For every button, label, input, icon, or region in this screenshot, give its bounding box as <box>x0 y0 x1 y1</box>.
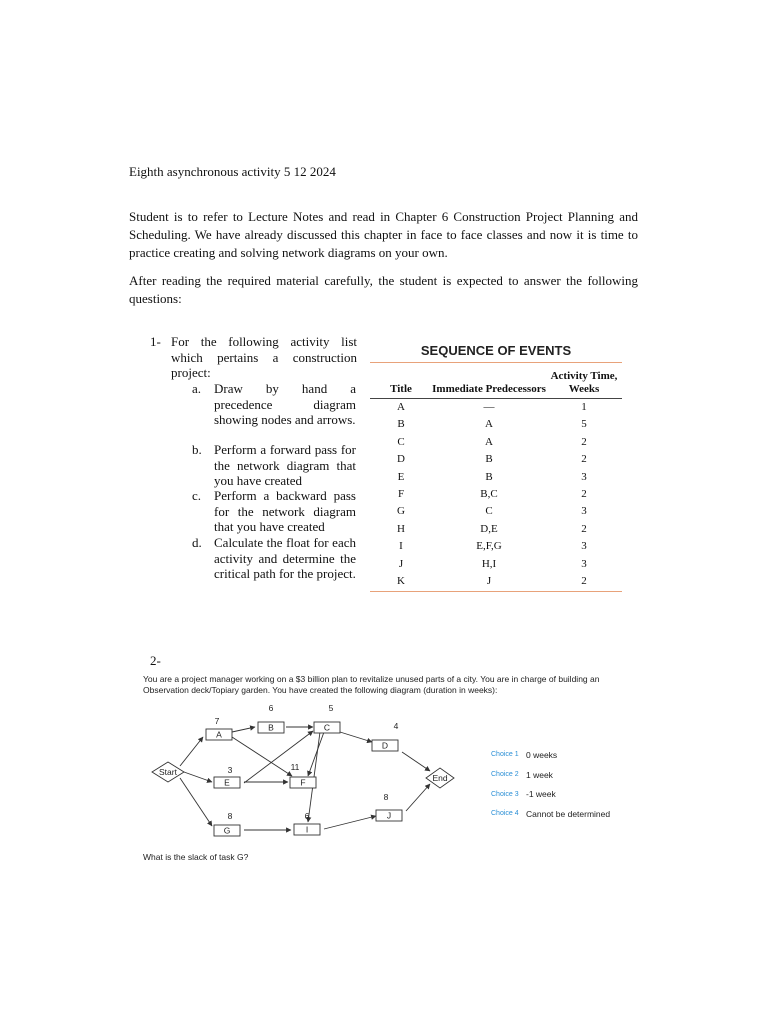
question-2-number: 2- <box>150 653 161 668</box>
task-duration: 6 <box>304 811 310 821</box>
header-title: Title <box>390 382 412 395</box>
choice-text: 1 week <box>526 769 553 780</box>
choice-1[interactable] <box>491 745 610 765</box>
item-text: Draw by hand a precedence diagram showing nodes and arrows. <box>214 381 356 427</box>
task-label: D <box>381 740 389 751</box>
arrow-start-g <box>180 778 212 826</box>
choice-4[interactable] <box>491 804 610 824</box>
cell-time: 2 <box>581 574 587 587</box>
question-1-number: 1- <box>150 334 161 349</box>
table-bottom-rule <box>370 591 622 592</box>
node-start <box>152 762 184 782</box>
task-label: E <box>224 777 230 788</box>
cell-time: 1 <box>581 401 587 413</box>
cell-predecessors: E,F,G <box>476 540 502 553</box>
cell-predecessors: A <box>485 435 493 448</box>
arrow-start-a <box>180 737 203 766</box>
item-text: Perform a forward pass for the network diagram that you have created <box>214 442 356 488</box>
choice-text: Cannot be determined <box>526 808 611 819</box>
item-letter: c. <box>192 488 202 503</box>
cell-title: K <box>397 574 405 587</box>
task-node-j <box>376 792 402 821</box>
choice-2[interactable] <box>491 765 610 785</box>
intro-paragraph: Student is to refer to Lecture Notes and read in Chapter 6 Construction Project Planning and Scheduling. We have already discussed this chapter in face to face classes and now it is time to practice creating and solving network diagrams on your own. <box>129 209 638 260</box>
table-row <box>370 556 622 573</box>
item-text: Perform a backward pass for the network diagram that you have created <box>214 488 356 534</box>
question-2-prompt: What is the slack of task G? <box>143 852 249 862</box>
choice-label: Choice 1 <box>491 751 519 759</box>
cell-predecessors: D,E <box>480 522 498 535</box>
arrow-a-f <box>232 737 292 776</box>
choice-label: Choice 4 <box>491 810 519 818</box>
cell-predecessors: B,C <box>480 487 498 500</box>
page-title: Eighth asynchronous activity 5 12 2024 <box>129 164 336 179</box>
task-nodes <box>206 703 402 836</box>
table-row <box>370 399 622 416</box>
table-row <box>370 486 622 503</box>
task-label: C <box>323 722 331 733</box>
start-label: Start <box>159 767 177 777</box>
table-row <box>370 434 622 451</box>
sequence-of-events-table <box>370 340 622 592</box>
cell-title: A <box>397 401 405 413</box>
task-duration: 3 <box>227 765 233 775</box>
end-label: End <box>432 773 448 783</box>
arrow-d-end <box>402 752 430 771</box>
task-duration: 4 <box>393 721 399 731</box>
task-node-d <box>372 721 399 751</box>
task-duration: 8 <box>227 811 233 821</box>
cell-predecessors: H,I <box>481 557 497 570</box>
arrow-j-end <box>406 784 430 811</box>
question-1-intro: For the following activity list which pertains a construction project: <box>171 334 357 380</box>
item-letter: b. <box>192 442 202 457</box>
task-label: I <box>305 824 309 835</box>
node-end <box>426 768 454 788</box>
choice-label: Choice 3 <box>491 790 519 798</box>
network-diagram <box>140 696 480 846</box>
task-duration: 5 <box>328 703 334 713</box>
task-node-g <box>214 811 240 836</box>
task-duration: 6 <box>268 703 274 713</box>
task-label: F <box>300 777 306 788</box>
table-row <box>370 469 622 486</box>
task-label: G <box>223 825 231 836</box>
cell-time: 5 <box>581 418 587 431</box>
header-activity-time: Activity Time, Weeks <box>550 370 618 395</box>
question-2-text: You are a project manager working on a $3 billion plan to revitalize unused parts of a city. You are in charge of building an Observation deck/Topiary garden. You have created the following diagram (duration in weeks): <box>143 674 600 695</box>
table-row <box>370 416 622 433</box>
task-node-b <box>258 703 284 733</box>
task-duration: 8 <box>383 792 389 802</box>
cell-title: D <box>397 453 405 466</box>
choice-text: -1 week <box>526 789 556 800</box>
task-label: J <box>386 810 392 821</box>
arrow-c-d <box>340 732 372 742</box>
answer-choices <box>491 745 610 824</box>
cell-time: 3 <box>581 540 587 553</box>
cell-title: B <box>397 418 405 431</box>
cell-predecessors: A <box>485 418 493 431</box>
item-text: Calculate the float for each activity and determine the critical path for the project. <box>214 535 356 581</box>
item-letter: d. <box>192 535 202 550</box>
cell-title: E <box>397 470 405 483</box>
cell-title: I <box>399 540 403 553</box>
cell-time: 2 <box>581 487 587 500</box>
choice-text: 0 weeks <box>526 749 558 760</box>
cell-time: 3 <box>581 557 587 570</box>
task-node-c <box>314 703 340 733</box>
arrow-e-c <box>244 731 313 783</box>
item-letter: a. <box>192 381 202 396</box>
task-label: A <box>216 729 222 740</box>
cell-title: F <box>397 487 405 500</box>
cell-predecessors: C <box>485 505 493 518</box>
arrow-start-e <box>184 772 212 782</box>
table-title: SEQUENCE OF EVENTS <box>420 343 572 358</box>
instructions-paragraph: After reading the required material carefully, the student is expected to answer the following questions: <box>129 273 638 306</box>
cell-predecessors: — <box>483 401 495 413</box>
table-row <box>370 521 622 538</box>
cell-time: 3 <box>581 505 587 518</box>
task-label: B <box>268 722 274 733</box>
cell-title: G <box>397 505 405 518</box>
table-row <box>370 451 622 468</box>
task-node-i <box>294 811 320 835</box>
cell-title: C <box>397 435 405 448</box>
header-predecessors: Immediate Predecessors <box>432 382 546 395</box>
cell-time: 2 <box>581 435 587 448</box>
cell-predecessors: B <box>485 453 493 466</box>
cell-predecessors: J <box>486 574 492 587</box>
task-node-e <box>214 765 240 788</box>
arrow-c-f <box>308 732 324 776</box>
cell-title: J <box>398 557 404 570</box>
arrow-i-j <box>324 816 376 829</box>
task-node-a <box>206 716 232 740</box>
cell-predecessors: B <box>485 470 493 483</box>
choice-label: Choice 2 <box>491 771 519 779</box>
table-header <box>370 363 622 399</box>
choice-3[interactable] <box>491 784 610 804</box>
arrow-a-b <box>232 727 255 732</box>
cell-time: 3 <box>581 470 587 483</box>
task-duration: 7 <box>214 716 220 726</box>
table-row <box>370 503 622 520</box>
table-body <box>370 399 622 590</box>
table-row <box>370 538 622 555</box>
cell-title: H <box>397 522 405 535</box>
task-duration: 11 <box>290 762 300 772</box>
cell-time: 2 <box>581 453 587 466</box>
cell-time: 2 <box>581 522 587 535</box>
table-row <box>370 573 622 590</box>
